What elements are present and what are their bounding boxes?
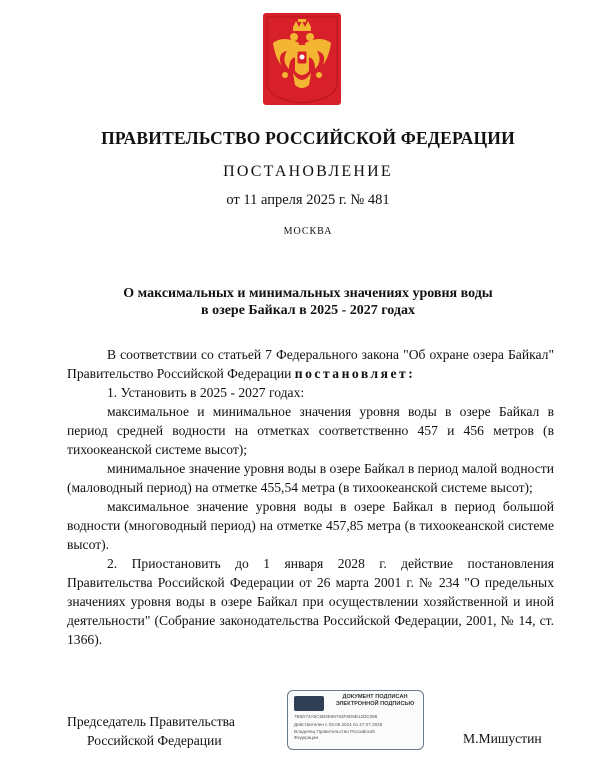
- signer-position: [67, 712, 235, 750]
- stamp-owner: Федерации: [294, 735, 319, 740]
- item-1-heading: 1. Установить в 2025 - 2027 годах:: [107, 385, 305, 400]
- document-type: ПОСТАНОВЛЕНИЕ: [223, 163, 393, 180]
- preamble-paragraph: [67, 345, 554, 383]
- stamp-heading: [328, 694, 422, 708]
- decree-title-line: О максимальных и минимальных значениях уровня воды: [123, 286, 493, 301]
- electronic-signature-stamp: [287, 690, 424, 750]
- decree-body: [67, 345, 554, 649]
- item-2-paragraph: 2. Приостановить до 1 января 2028 г. действие постановления Правительства Российской Федерации от 26 марта 2001 г. № 234 "О предельных значениях уровня воды в озере Байкал при осуществлении хозяйственной и иной деятельности" (Собрание законодательства Российской Федерации, 2001, № 14, ст. 1366).: [67, 556, 554, 647]
- stamp-owner: Владелец Правительство Российской: [294, 729, 375, 734]
- stamp-heading-line: ЭЛЕКТРОННОЙ ПОДПИСЬЮ: [335, 701, 415, 707]
- signature-badge-icon: [294, 696, 324, 711]
- stamp-heading-line: ДОКУМЕНТ ПОДПИСАН: [342, 694, 408, 700]
- item-1-paragraph: максимальное и минимальное значения уровня воды в озере Байкал в период средней водности на отметках соответственно 457 и 456 метров (в тихоокеанской системе высот);: [67, 404, 554, 457]
- preamble-text: В соответствии со статьей 7 Федерального закона "Об охране озера Байкал" Правительство Российской Федерации: [67, 347, 554, 381]
- stamp-certificate: 7B6D74A5C5B3E96763F5D6B12DC096: [294, 714, 378, 719]
- signer-position-line: Председатель Правительства: [67, 714, 235, 729]
- item-1-paragraph: максимальное значение уровня воды в озере Байкал в период большой водности (многоводный период) на отметке 457,85 метра (в тихоокеанской системе высот).: [67, 499, 554, 552]
- stamp-validity: Действителен с 03.05.2024 по 27.07.2025: [294, 722, 383, 727]
- signer-name: М.Мишустин: [463, 731, 542, 746]
- city-label: МОСКВА: [283, 226, 333, 237]
- decree-title-line: в озере Байкал в 2025 - 2027 годах: [201, 303, 415, 318]
- decree-title: [0, 285, 616, 319]
- government-heading: ПРАВИТЕЛЬСТВО РОССИЙСКОЙ ФЕДЕРАЦИИ: [101, 128, 515, 148]
- item-1-paragraph: минимальное значение уровня воды в озере Байкал в период малой водности (маловодный период) на отметке 455,54 метра (в тихоокеанской системе высот);: [67, 461, 554, 495]
- decree-date-number: от 11 апреля 2025 г. № 481: [226, 192, 390, 208]
- resolves-word: постановляет:: [294, 366, 416, 381]
- state-emblem-icon: [263, 13, 341, 105]
- signer-position-line: Российской Федерации: [87, 733, 222, 748]
